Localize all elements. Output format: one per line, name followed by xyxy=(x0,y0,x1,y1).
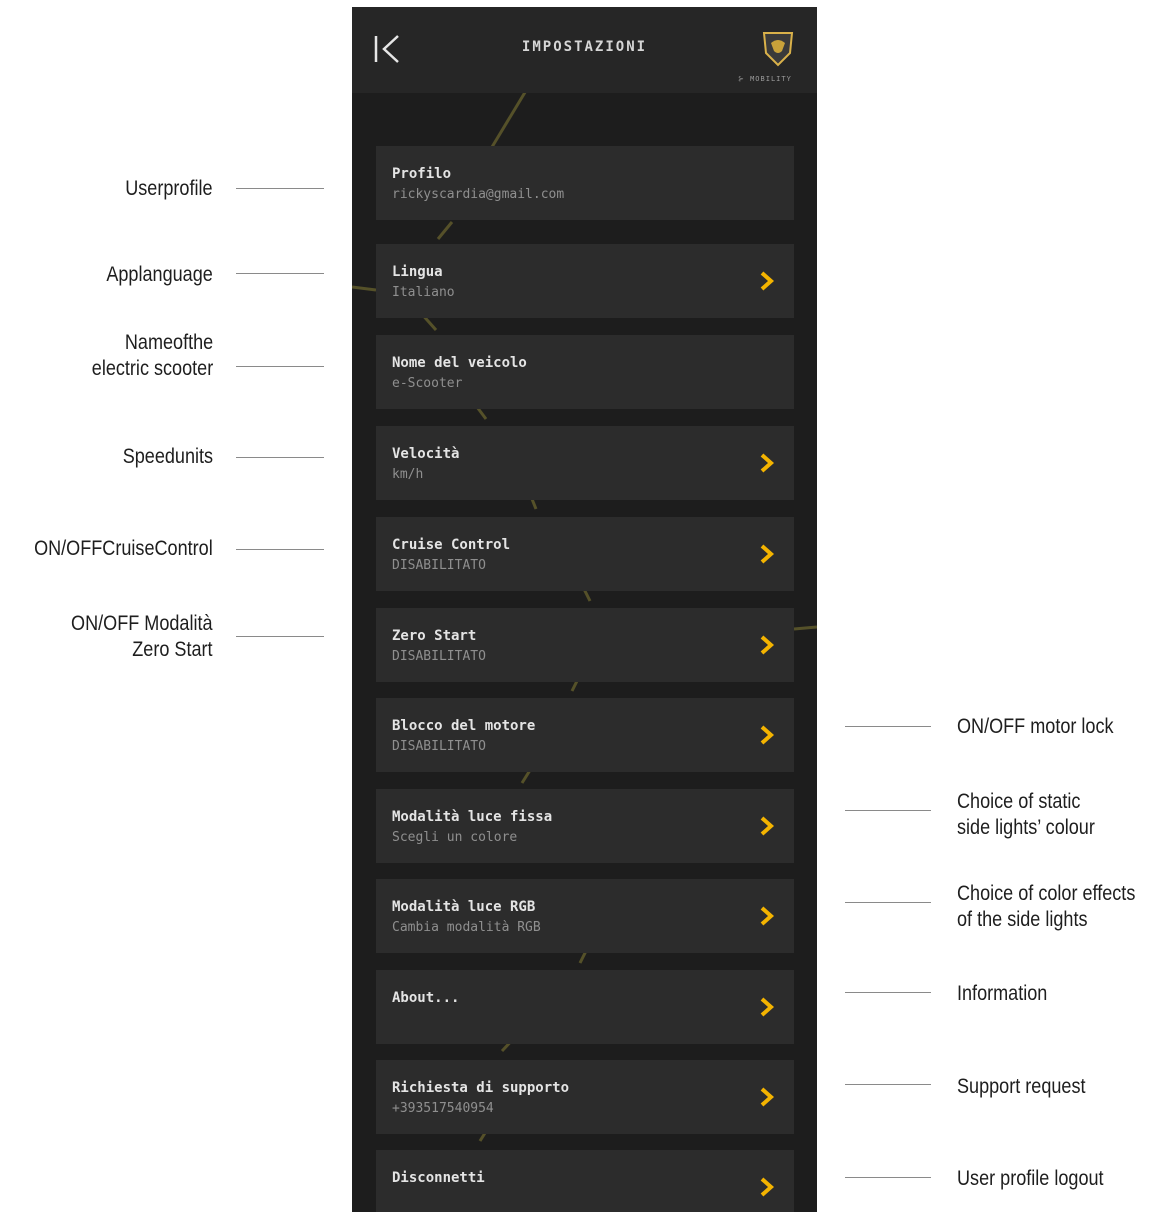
right-annotation xyxy=(957,714,1114,740)
leader-line xyxy=(845,726,931,727)
chevron-right-icon xyxy=(759,1086,775,1108)
settings-item-title: Zero Start xyxy=(392,628,477,644)
settings-item-title: Disconnetti xyxy=(392,1170,485,1186)
annotation-text: Nameofthe xyxy=(124,331,213,354)
leader-line xyxy=(236,366,324,367)
leader-line xyxy=(845,992,931,993)
app-header xyxy=(352,7,817,93)
brand-tag-text: MOBILITY xyxy=(750,75,792,83)
settings-item-title: Modalità luce RGB xyxy=(392,899,536,915)
leader-line xyxy=(236,457,324,458)
right-annotation xyxy=(957,981,1047,1007)
annotation-text: User profile logout xyxy=(957,1167,1104,1190)
annotation-text: electric scooter xyxy=(91,357,213,380)
annotation-text: Information xyxy=(957,982,1048,1005)
annotation-text: Choice of color effects xyxy=(957,882,1136,905)
leader-line xyxy=(845,810,931,811)
right-annotation xyxy=(957,1166,1104,1192)
chevron-right-icon xyxy=(759,543,775,565)
settings-item-title: Profilo xyxy=(392,166,452,182)
leader-line xyxy=(845,902,931,903)
brand-tag-prefix: ⊱ xyxy=(738,75,751,83)
leader-line xyxy=(845,1084,931,1085)
leader-line xyxy=(845,1177,931,1178)
left-annotation xyxy=(126,176,213,202)
annotation-text: Choice of static xyxy=(957,790,1081,813)
chevron-right-icon xyxy=(759,996,775,1018)
settings-item[interactable] xyxy=(376,146,794,220)
chevron-right-icon xyxy=(759,634,775,656)
settings-item-value: rickyscardia@gmail.com xyxy=(392,187,565,202)
right-annotation xyxy=(957,789,1095,841)
annotation-text: of the side lights xyxy=(957,908,1088,931)
settings-item[interactable] xyxy=(376,879,794,953)
brand-logo-icon xyxy=(762,29,794,67)
chevron-right-icon xyxy=(759,270,775,292)
left-annotation xyxy=(92,330,213,382)
chevron-right-icon xyxy=(759,1176,775,1198)
settings-item-title: Nome del veicolo xyxy=(392,355,527,371)
settings-item[interactable] xyxy=(376,244,794,318)
settings-item-value: km/h xyxy=(392,467,424,482)
settings-item[interactable] xyxy=(376,335,794,409)
settings-item-value: Cambia modalità RGB xyxy=(392,920,541,935)
annotation-text: ON/OFF Modalità xyxy=(71,612,213,635)
annotation-text: Userprofile xyxy=(125,177,213,200)
left-annotation xyxy=(123,444,213,470)
settings-item-value: DISABILITATO xyxy=(392,558,486,573)
settings-item-title: Cruise Control xyxy=(392,537,511,553)
settings-item[interactable] xyxy=(376,1060,794,1134)
settings-item-value: Italiano xyxy=(392,285,455,300)
annotation-text: side lights’ colour xyxy=(957,816,1095,839)
annotation-text: Applanguage xyxy=(106,263,213,286)
chevron-right-icon xyxy=(759,905,775,927)
settings-item[interactable] xyxy=(376,1150,794,1212)
settings-item[interactable] xyxy=(376,698,794,772)
page-title: IMPOSTAZIONI xyxy=(521,39,648,55)
settings-item-title: Velocità xyxy=(392,446,460,462)
settings-item[interactable] xyxy=(376,608,794,682)
brand-tagline xyxy=(738,75,792,83)
phone-screen xyxy=(352,7,817,1212)
settings-item-title: Richiesta di supporto xyxy=(392,1080,570,1096)
settings-item-title: About... xyxy=(392,990,460,1006)
chevron-right-icon xyxy=(759,452,775,474)
right-annotation xyxy=(957,1074,1086,1100)
settings-item-value: e-Scooter xyxy=(392,376,463,391)
left-annotation xyxy=(71,611,213,663)
annotation-text: ON/OFFCruiseControl xyxy=(34,537,213,560)
settings-item-value: Scegli un colore xyxy=(392,830,518,845)
settings-item[interactable] xyxy=(376,426,794,500)
settings-item-value: +393517540954 xyxy=(392,1101,494,1116)
annotation-text: ON/OFF motor lock xyxy=(957,715,1114,738)
annotation-text: Zero Start xyxy=(132,638,213,661)
annotation-text: Speedunits xyxy=(122,445,213,468)
chevron-right-icon xyxy=(759,815,775,837)
settings-item-value: DISABILITATO xyxy=(392,649,486,664)
settings-item-title: Lingua xyxy=(392,264,443,280)
annotation-text: Support request xyxy=(957,1075,1086,1098)
leader-line xyxy=(236,549,324,550)
settings-item-value: DISABILITATO xyxy=(392,739,486,754)
left-annotation xyxy=(34,536,213,562)
settings-item-title: Modalità luce fissa xyxy=(392,809,553,825)
settings-item[interactable] xyxy=(376,970,794,1044)
leader-line xyxy=(236,636,324,637)
leader-line xyxy=(236,273,324,274)
settings-item[interactable] xyxy=(376,789,794,863)
chevron-right-icon xyxy=(759,724,775,746)
settings-item[interactable] xyxy=(376,517,794,591)
leader-line xyxy=(236,188,324,189)
left-annotation xyxy=(107,262,213,288)
right-annotation xyxy=(957,881,1135,933)
settings-item-title: Blocco del motore xyxy=(392,718,536,734)
